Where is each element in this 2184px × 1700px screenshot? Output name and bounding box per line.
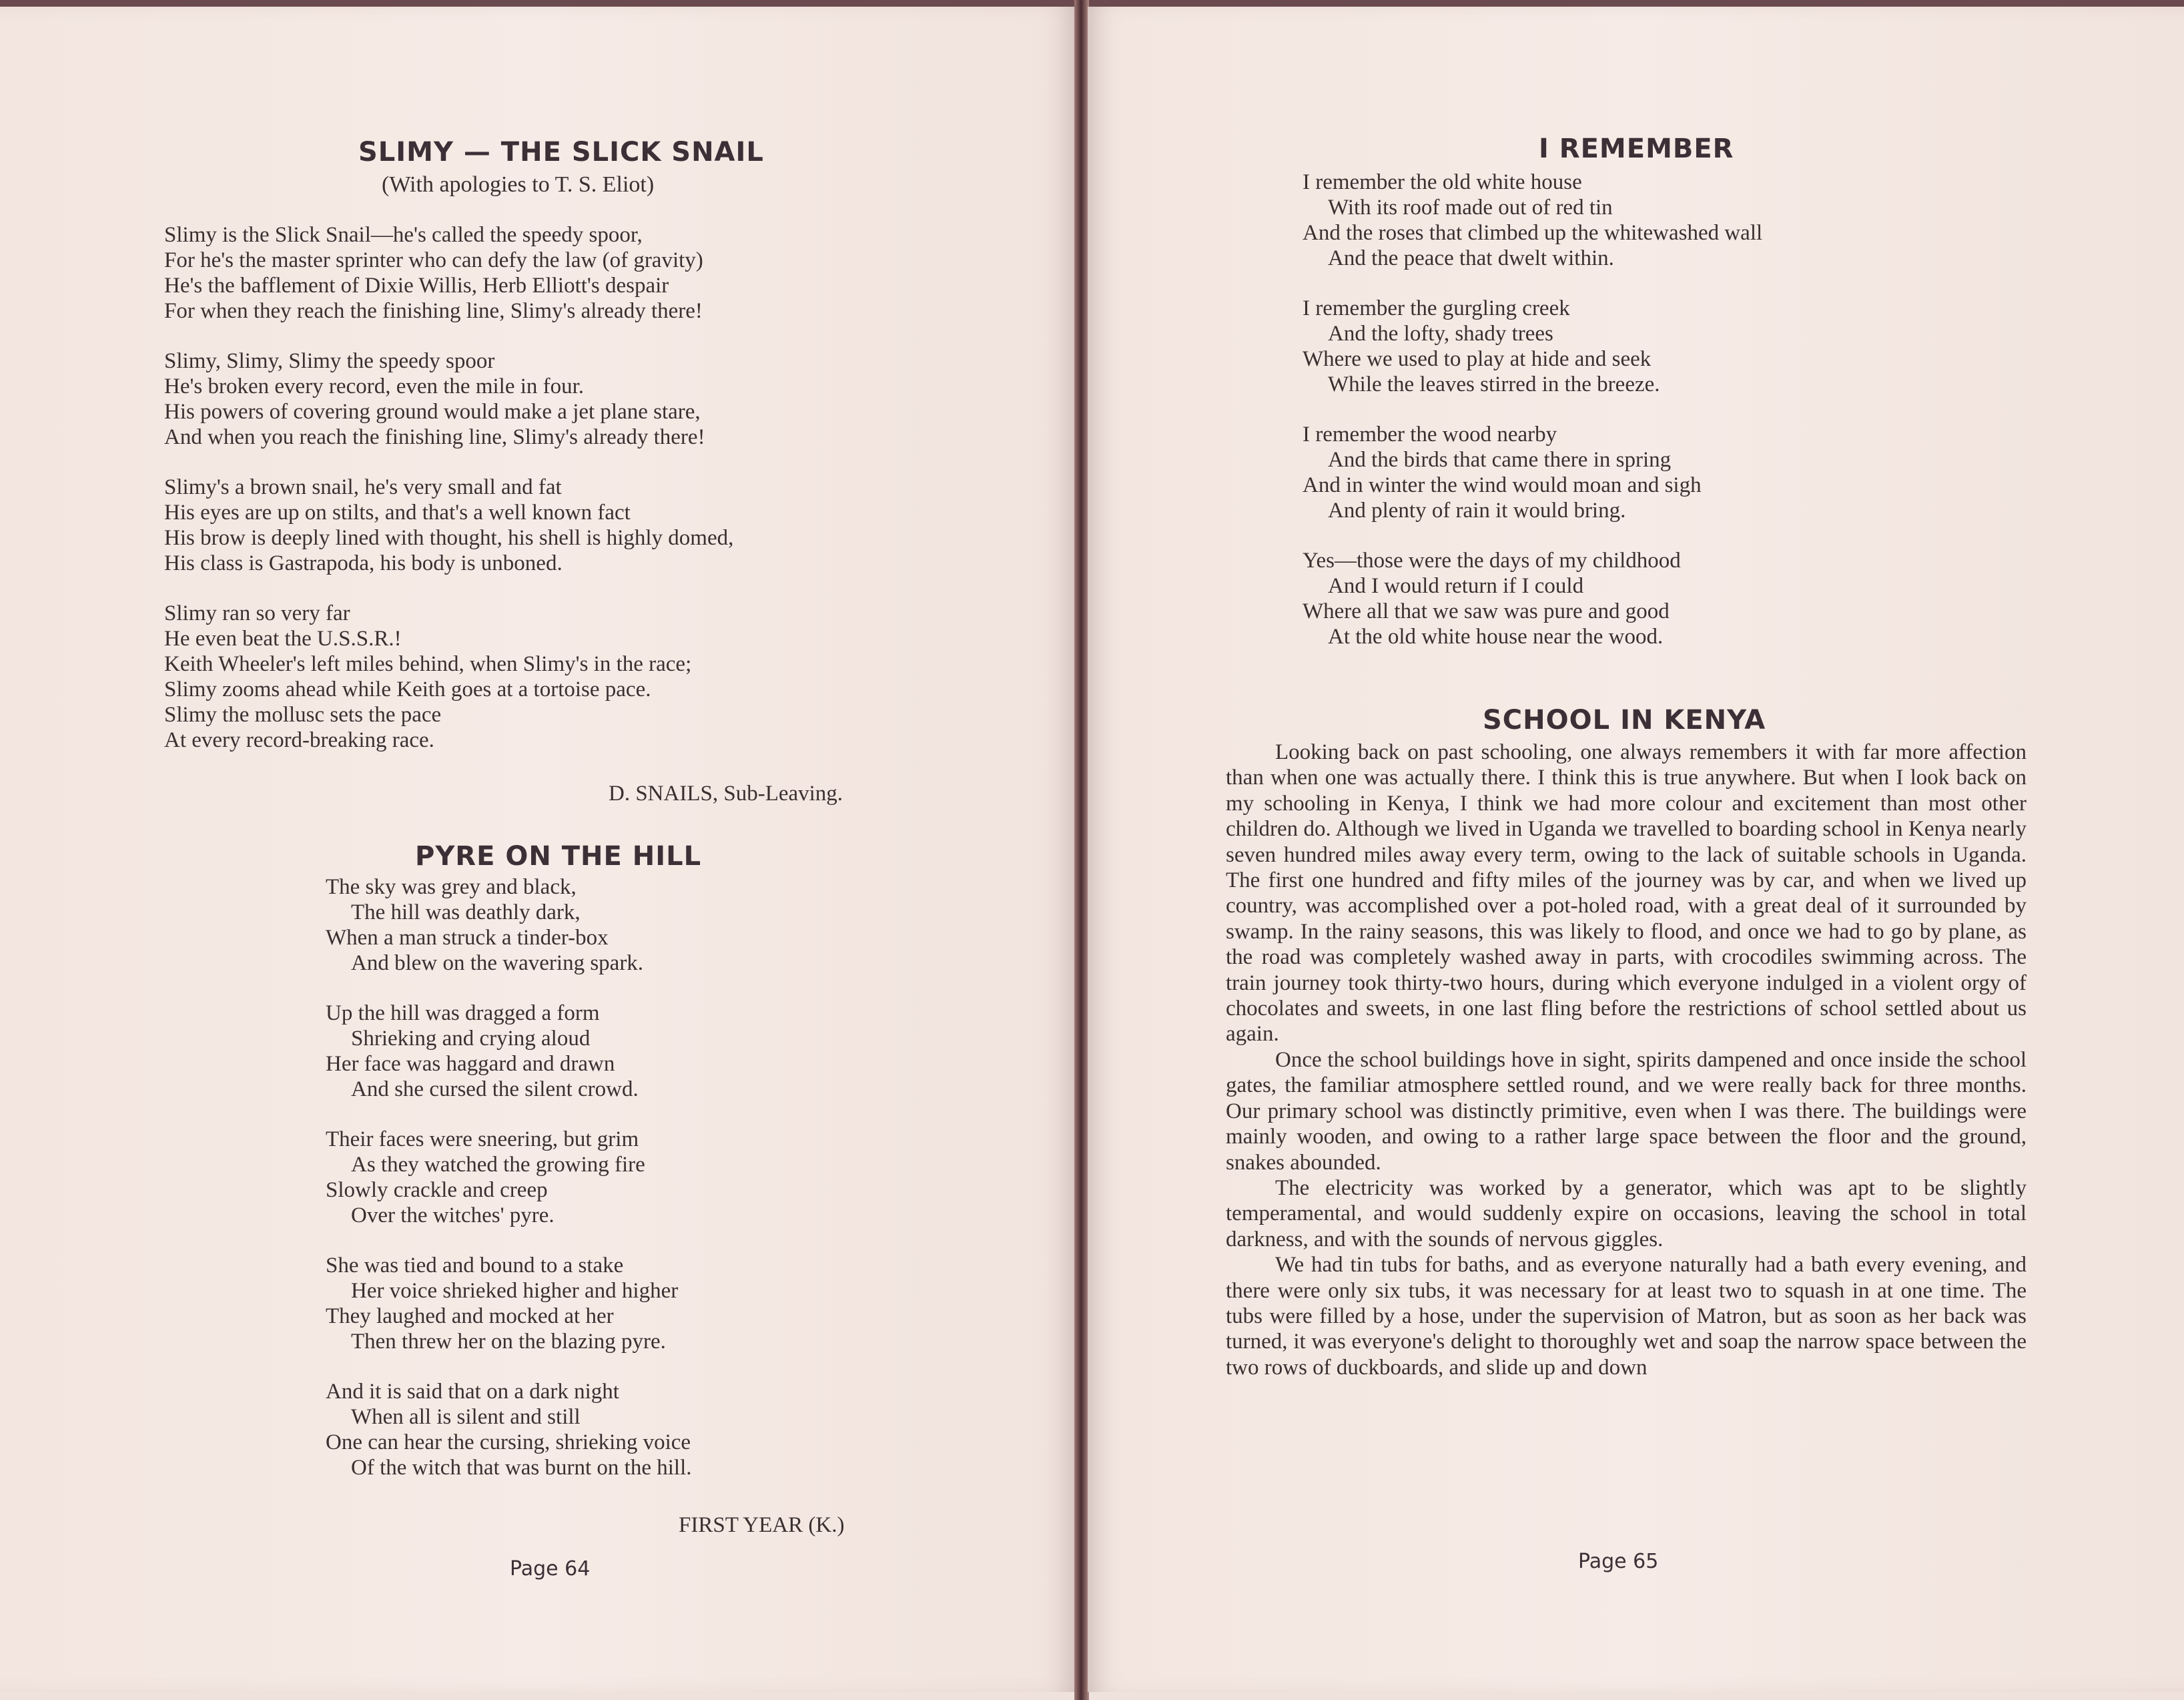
- stanza: [164, 222, 733, 324]
- poem-line: One can hear the cursing, shrieking voice: [326, 1430, 691, 1454]
- poem-line: Over the witches' pyre.: [351, 1203, 555, 1227]
- poem-line: Their faces were sneering, but grim: [326, 1127, 639, 1151]
- poem-line: Where we used to play at hide and seek: [1303, 347, 1652, 371]
- poem-line: When a man struck a tinder-box: [326, 926, 609, 950]
- poem-line: Her voice shrieked higher and higher: [351, 1279, 679, 1303]
- slimy-poem: [164, 222, 733, 778]
- stanza: [326, 1379, 692, 1480]
- poem-line: Of the witch that was burnt on the hill.: [351, 1456, 692, 1480]
- poem-line: His brow is deeply lined with thought, his shell is highly domed,: [164, 526, 734, 550]
- poem-line: And plenty of rain it would bring.: [1328, 499, 1626, 523]
- article-paragraph: We had tin tubs for baths, and as everyone naturally had a bath every evening, and there were only six tubs, it was necessary for at least two to squash in at one time. The tubs were filled by a hose, under the supervision of Matron, but as soon as her back was turned, it was everyone's delight to thoroughly wet and soap the narrow space between the two rows of duckboards, and slide up and down: [1226, 1253, 2027, 1380]
- stanza: [164, 601, 733, 753]
- stanza: [326, 1253, 692, 1354]
- article-paragraph: Looking back on past schooling, one always remembers it with far more affection than when one was actually there. I think this is true anywhere. But when I look back on my schooling in Kenya, I think we had more colour and excitement than most other children do. Although we lived in Uganda we travelled to boarding school in Kenya nearly seven hundred miles away every term, owing to the lack of suitable schools in Uganda. The first one hundred and fifty miles of the journey was by car, and when we lived up country, was accomplished over a pot-holed road, with a great deal of it surrounded by swamp. In the rainy seasons, this was likely to flood, and once we had to go by plane, as the road was completely washed away in parts, with crocodiles swimming across. The train journey took thirty-two hours, during which everyone indulged in a violent orgy of chocolates and sweets, in one last fling before the restrictions of school settled about us again.: [1226, 740, 2027, 1047]
- poem-line: His class is Gastrapoda, his body is unboned.: [164, 551, 563, 575]
- poem-line: And in winter the wind would moan and sigh: [1303, 473, 1702, 497]
- pyre-poem: [326, 874, 692, 1505]
- poem-line: And I would return if I could: [1328, 574, 1584, 598]
- poem-line: The hill was deathly dark,: [351, 900, 581, 924]
- page-number-right: Page 65: [1578, 1550, 1659, 1573]
- poem-line: And the roses that climbed up the whitewashed wall: [1303, 221, 1763, 245]
- poem-line: And she cursed the silent crowd.: [351, 1077, 639, 1101]
- poem-line: Slimy ran so very far: [164, 601, 350, 625]
- poem-line: Slimy the mollusc sets the pace: [164, 703, 442, 727]
- poem-line: When all is silent and still: [351, 1405, 581, 1429]
- remember-poem: [1303, 170, 1762, 674]
- kenya-article: [1226, 740, 2027, 1380]
- poem-line: For when they reach the finishing line, Slimy's already there!: [164, 299, 703, 323]
- poem-line: At every record-breaking race.: [164, 728, 434, 752]
- poem-line: And the lofty, shady trees: [1328, 322, 1553, 346]
- stanza: [326, 1127, 692, 1228]
- poem-line: He's broken every record, even the mile in four.: [164, 374, 585, 398]
- poem-line: Slimy, Slimy, Slimy the speedy spoor: [164, 349, 495, 373]
- poem-line: Where all that we saw was pure and good: [1303, 599, 1670, 623]
- pyre-signature: FIRST YEAR (K.): [679, 1513, 845, 1537]
- kenya-title: SCHOOL IN KENYA: [1483, 705, 1766, 736]
- stanza: [1303, 422, 1762, 523]
- poem-line: I remember the wood nearby: [1303, 422, 1557, 447]
- poem-line: Slowly crackle and creep: [326, 1178, 548, 1202]
- stanza: [1303, 296, 1762, 397]
- poem-line: Keith Wheeler's left miles behind, when Slimy's in the race;: [164, 652, 692, 676]
- poem-line: His powers of covering ground would make a jet plane stare,: [164, 400, 701, 424]
- poem-line: She was tied and bound to a stake: [326, 1253, 624, 1278]
- poem-line: With its roof made out of red tin: [1328, 196, 1613, 220]
- poem-line: Up the hill was dragged a form: [326, 1001, 600, 1025]
- poem-line: They laughed and mocked at her: [326, 1304, 614, 1328]
- poem-line: He's the bafflement of Dixie Willis, Herb Elliott's despair: [164, 274, 669, 298]
- poem-line: He even beat the U.S.S.R.!: [164, 627, 402, 651]
- poem-line: I remember the old white house: [1303, 170, 1582, 194]
- stanza: [164, 348, 733, 450]
- poem-line: Slimy is the Slick Snail—he's called the speedy spoor,: [164, 223, 643, 247]
- article-paragraph: The electricity was worked by a generator, which was apt to be slightly temperamental, and would suddenly expire on occasions, leaving the school in total darkness, and with the sounds of nervous giggles.: [1226, 1175, 2027, 1251]
- poem-line: While the leaves stirred in the breeze.: [1328, 372, 1660, 396]
- article-paragraph: Once the school buildings hove in sight, spirits dampened and once inside the school gates, the familiar atmosphere settled round, and we were really back for three months. Our primary school was distinctly primitive, even when I was there. The buildings were mainly wooden, and owing to a rather large space between the floor and the ground, snakes abounded.: [1226, 1047, 2027, 1175]
- poem-line: Slimy's a brown snail, he's very small and fat: [164, 475, 562, 499]
- pyre-title: PYRE ON THE HILL: [415, 841, 702, 872]
- poem-line: For he's the master sprinter who can defy the law (of gravity): [164, 248, 703, 272]
- poem-line: Her face was haggard and drawn: [326, 1052, 615, 1076]
- slimy-subtitle: (With apologies to T. S. Eliot): [382, 172, 655, 197]
- book-gutter: [1074, 0, 1089, 1700]
- slimy-title: SLIMY — THE SLICK SNAIL: [358, 137, 764, 168]
- slimy-signature: D. SNAILS, Sub-Leaving.: [609, 782, 843, 806]
- page-number-left: Page 64: [510, 1557, 591, 1581]
- poem-line: His eyes are up on stilts, and that's a well known fact: [164, 501, 631, 525]
- stanza: [326, 874, 692, 976]
- poem-line: And it is said that on a dark night: [326, 1380, 619, 1404]
- poem-line: Yes—those were the days of my childhood: [1303, 549, 1681, 573]
- remember-title: I REMEMBER: [1539, 133, 1734, 164]
- poem-line: I remember the gurgling creek: [1303, 296, 1570, 320]
- poem-line: And when you reach the finishing line, Slimy's already there!: [164, 425, 705, 449]
- poem-line: The sky was grey and black,: [326, 875, 577, 899]
- poem-line: And blew on the wavering spark.: [351, 951, 644, 975]
- poem-line: Shrieking and crying aloud: [351, 1027, 591, 1051]
- stanza: [1303, 548, 1762, 649]
- stanza: [164, 475, 733, 576]
- poem-line: And the peace that dwelt within.: [1328, 246, 1614, 270]
- poem-line: And the birds that came there in spring: [1328, 448, 1672, 472]
- poem-line: At the old white house near the wood.: [1328, 625, 1664, 649]
- poem-line: Then threw her on the blazing pyre.: [351, 1330, 666, 1354]
- stanza: [1303, 170, 1762, 271]
- stanza: [326, 1001, 692, 1102]
- top-edge: [0, 0, 2184, 7]
- poem-line: Slimy zooms ahead while Keith goes at a tortoise pace.: [164, 677, 651, 701]
- poem-line: As they watched the growing fire: [351, 1153, 645, 1177]
